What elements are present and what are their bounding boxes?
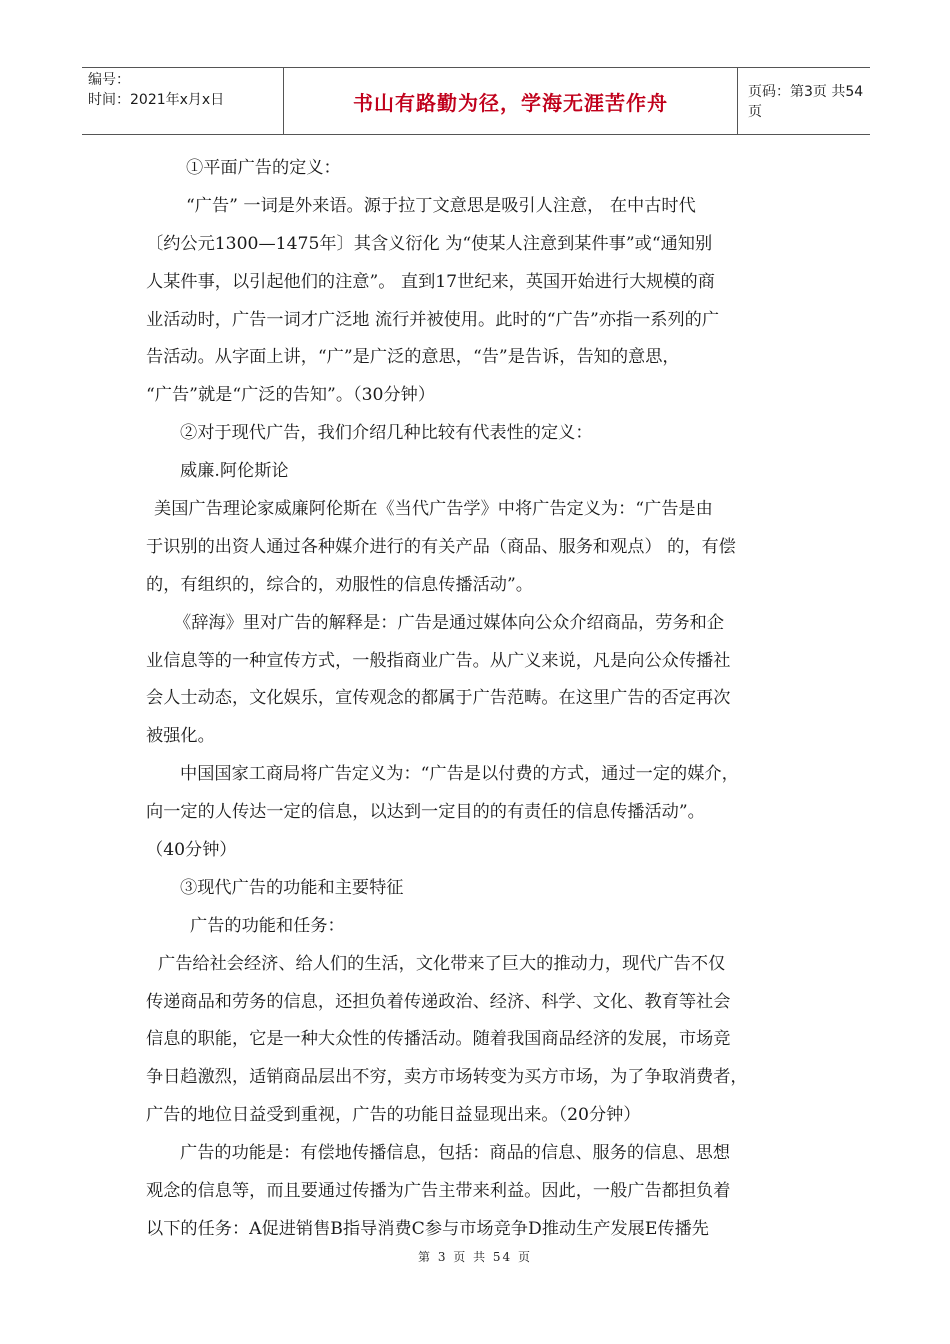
text-line: 广告的功能和任务： [190,915,345,936]
text-line: 被强化。 [146,726,215,747]
text-line: ②对于现代广告，我们介绍几种比较有代表性的定义： [180,423,593,444]
text-line: 人某件事，以引起他们的注意”。 直到17世纪来，英国开始进行大规模的商 [146,271,715,292]
text-line: 观念的信息等，而且要通过传播为广告主带来利益。因此，一般广告都担负着 [146,1181,731,1202]
text-line: 广告的功能是：有偿地传播信息，包括：商品的信息、服务的信息、思想 [180,1143,731,1164]
number-label: 编号： [88,72,130,88]
text-line: 以下的任务：A促进销售B指导消费C参与市场竞争D推动生产发展E传播先 [146,1218,709,1239]
header-motto-cell [284,68,738,134]
text-line: 于识别的出资人通过各种媒介进行的有关产品（商品、服务和观点） 的，有偿 [146,536,736,557]
text-line: 广告给社会经济、给人们的生活，文化带来了巨大的推动力，现代广告不仅 [158,953,726,974]
text-line: “广告”就是“广泛的告知”。（30分钟） [146,385,436,406]
text-line: 业信息等的一种宣传方式，一般指商业广告。从广义来说，凡是向公众传播社 [146,650,731,671]
text-line: （40分钟） [146,840,237,861]
header-meta [82,68,284,134]
time-label: 时间：2021年x月x日 [88,92,225,108]
page-header [82,67,870,135]
text-line: 《辞海》里对广告的解释是：广告是通过媒体向公众介绍商品，劳务和企 [174,612,725,633]
motto: 书山有路勤为径，学海无涯苦作舟 [353,90,668,115]
text-line: 广告的地位日益受到重视，广告的功能日益显现出来。（20分钟） [146,1105,641,1126]
text-line: 威廉.阿伦斯论 [180,461,289,482]
document-body [146,150,806,1249]
text-line: 业活动时，广告一词才广泛地 流行并被使用。此时的“广告”亦指一系列的广 [146,309,720,330]
text-line: 告活动。从字面上讲，“广”是广泛的意思，“告”是告诉，告知的意思， [146,347,680,368]
page-info: 页码：第3页 共54页 [748,84,864,120]
text-line: 的，有组织的，综合的，劝服性的信息传播活动”。 [146,574,533,595]
text-line: 争日趋激烈，适销商品层出不穷，卖方市场转变为买方市场，为了争取消费者， [146,1067,748,1088]
text-line: ③现代广告的功能和主要特征 [180,877,404,898]
text-line: 中国国家工商局将广告定义为：“广告是以付费的方式，通过一定的媒介， [180,764,739,785]
page-footer: 第 3 页 共 54 页 [418,1250,532,1264]
text-line: ①平面广告的定义： [186,158,341,178]
text-line: 美国广告理论家威廉阿伦斯在《当代广告学》中将广告定义为：“广告是由 [154,499,713,520]
text-line: 会人士动态，文化娱乐，宣传观念的都属于广告范畴。在这里广告的否定再次 [146,688,731,709]
text-line: 向一定的人传达一定的信息，以达到一定目的的有责任的信息传播活动”。 [146,802,705,823]
text-line: 传递商品和劳务的信息，还担负着传递政治、经济、科学、文化、教育等社会 [146,991,731,1012]
text-line: 〔约公元1300—1475年〕其含义衍化 为“使某人注意到某件事”或“通知别 [146,233,713,254]
text-line: 信息的职能，它是一种大众性的传播活动。随着我国商品经济的发展，市场竞 [146,1029,731,1050]
header-page-info-cell [738,68,870,134]
text-line: “广告” 一词是外来语。源于拉丁文意思是吸引人注意， 在中古时代 [186,195,696,216]
